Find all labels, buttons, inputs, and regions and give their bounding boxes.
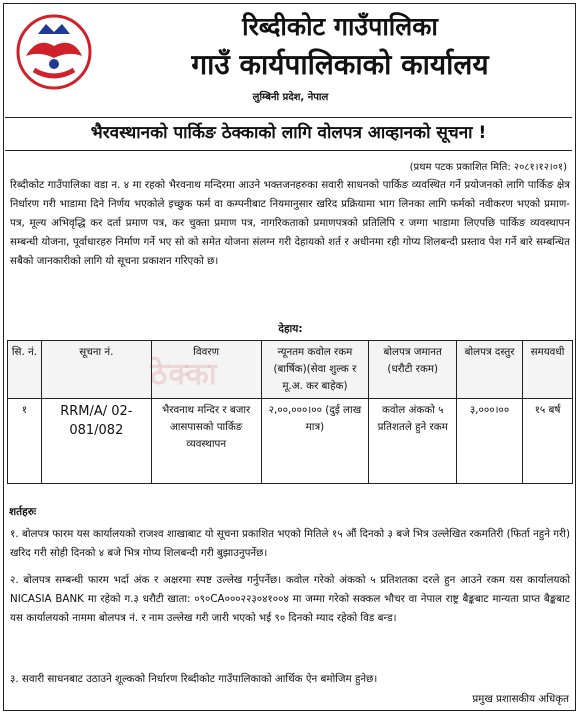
term-item: ३. सवारी साधनबाट उठाउने शूल्कको निर्धारण रिब्दीकोट गाउँपालिकाको आर्थिक ऐन बमोजिम हुनेछ। bbox=[10, 673, 378, 685]
table-header: बोलपत्र जमानत (धरौटी रकम) bbox=[369, 341, 457, 399]
table-cell: २,००,०००।०० (दुई लाख मात्र) bbox=[261, 399, 369, 484]
signature-title: प्रमुख प्रशासकीय अधिकृत bbox=[472, 693, 569, 705]
terms-heading: शर्तहरुः bbox=[9, 506, 37, 518]
table-cell: ३,०००।०० bbox=[457, 399, 523, 484]
bid-table bbox=[7, 340, 573, 484]
table-header: सि. नं. bbox=[8, 341, 42, 399]
table-header: विवरण bbox=[151, 341, 261, 399]
table-header-row bbox=[8, 341, 573, 399]
nepal-emblem-icon bbox=[14, 12, 94, 92]
office-name: गाउँ कार्यपालिकाको कार्यालय bbox=[191, 48, 489, 81]
term-item: २. बोलपत्र सम्बन्धी फारम भर्दा अंक र अक्षरमा स्पष्ट उल्लेख गर्नुपर्नेछ। कवोल गरेको अंकको ५ प्रतिशतका दरले हुन आउने रकम यस कार्यालयको NICASIA BANK मा रहेको ग.३ धरौटी खाता: ०९०CA०००२२३०४१००४ मा जम्मा गरेको सक्कल भौचर वा नेपाल राष्ट्र बैङ्कबाट मान्यता प्राप्त बैङ्कबाट यस कार्यालयको नाममा बोलपत्र नं. र नाम उल्लेख गरी जारी भएको भई ९० दिनको म्याद रहेको विड बन्ड। bbox=[10, 574, 570, 624]
table-cell: कवोल अंकको ५ प्रतिशतले हुने रकम bbox=[369, 399, 457, 484]
table-cell: १५ बर्ष bbox=[522, 399, 572, 484]
municipality-name: रिब्दीकोट गाउँपालिका bbox=[242, 12, 438, 41]
publish-date: (प्रथम पटक प्रकाशित मिति: २०८१।१२।०१) bbox=[409, 162, 567, 173]
table-header: समयवधी bbox=[522, 341, 572, 399]
table-cell: भैरवनाथ मन्दिर र बजार आसपासको पार्किङ व्यवस्थापन bbox=[151, 399, 261, 484]
term-item: १. बोलपत्र फारम यस कार्यालयको राजश्व शाखाबाट यो सूचना प्रकाशित भएको मितिले १५ औं दिनको ३ बजे भित्र उल्लेखित रकमतिरी (फिर्ता नहुने गरी) खरिद गरी सोही दिनको ४ बजे भित्र गोप्य शिलबन्दी गरी बुझाउनुपर्नेछ। bbox=[10, 528, 570, 559]
table-row bbox=[8, 399, 573, 484]
schedule-heading: देहाय: bbox=[278, 323, 303, 335]
notice-title: भैरवस्थानको पार्किङ ठेक्काको लागि वोलपत्र आव्हानको सूचना ! bbox=[5, 117, 572, 151]
table-header: सूचना नं. bbox=[41, 341, 151, 399]
table-cell: १ bbox=[8, 399, 42, 484]
notice-body: रिब्दीकोट गाउँपालिका वडा न. ४ मा रहको भैरवनाथ मन्दिरमा आउने भक्तजनहरुका सवारी साधनको पार्किङ व्यवस्थित गर्ने प्रयोजनको लागि पार्किङ क्षेत्र निर्धारण गरी भाडामा दिने निर्णय भएकोले इच्छुक फर्म वा कम्पनीबाट नियमानुसार खरिद प्रक्रियामा भाग लिनका लागि फर्मको नवीकरण भएको प्रमाण-पत्र, मूल्य अभिवृद्धि कर दर्ता प्रमाण पत्र, कर चुक्ता प्रमाण पत्र, नागरिकताको प्रमाणपत्रको प्रतिलिपि र जग्गा भाडामा लिएपछि पार्किङ व्यवस्थापन सम्बन्धी योजना, पूर्वाधारहरु निर्माण गर्ने भए सो को समेत योजना संलग्न गरी देहायको शर्त र अधीनमा रही गोप्य शिलबन्दी प्रस्ताव पेश गर्ने बारे सम्बन्धित सबैको जानकारीको लागि यो सूचना प्रकाशन गरिएको छ। bbox=[10, 179, 570, 267]
table-header: न्यूनतम कवोल रकम (बार्षिक)(सेवा शुल्क र मू.अ. कर बाहेक) bbox=[261, 341, 369, 399]
table-cell: RRM/A/ 02-081/082 bbox=[41, 399, 151, 484]
table-header: बोलपत्र दस्तुर bbox=[457, 341, 523, 399]
watermark-text: ठेक्का bbox=[150, 357, 218, 392]
province-name: लुम्बिनी प्रदेश, नेपाल bbox=[252, 92, 329, 103]
